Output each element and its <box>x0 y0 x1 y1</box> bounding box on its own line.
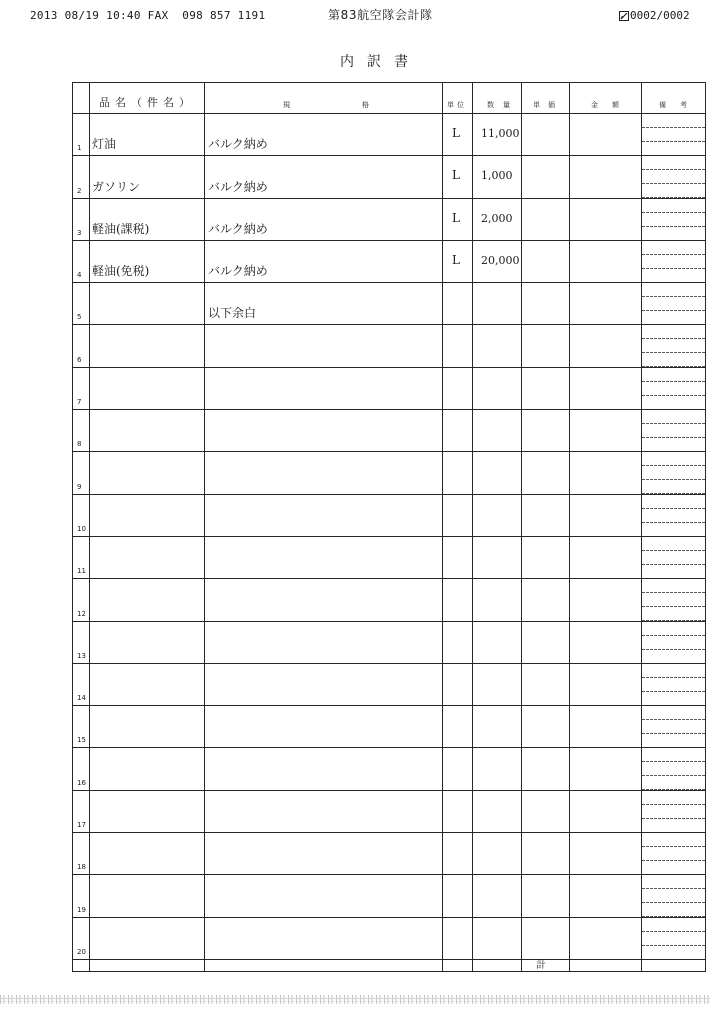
unit-cell <box>443 622 473 664</box>
table-row <box>73 368 706 410</box>
remarks-cell <box>642 833 706 875</box>
unit-price-cell <box>522 283 570 325</box>
spec-text: バルク納め <box>208 264 268 279</box>
unit-cell <box>443 368 473 410</box>
fax-sender-name: 第83航空隊会計隊 <box>328 8 433 22</box>
unit-cell <box>443 833 473 875</box>
quantity-cell <box>473 748 522 790</box>
row-number-text: 12 <box>77 609 86 618</box>
table-row <box>73 706 706 748</box>
table-row <box>73 325 706 367</box>
row-number <box>73 791 90 833</box>
item-name-cell <box>90 368 205 410</box>
quantity-cell <box>473 664 522 706</box>
header-quantity-label: 数量 <box>487 101 519 109</box>
remarks-cell <box>642 241 706 283</box>
quantity-cell <box>473 833 522 875</box>
spec-cell <box>205 410 443 452</box>
header-spec-label-2: 格 <box>362 101 369 109</box>
unit-cell <box>443 156 473 198</box>
spec-cell <box>205 495 443 537</box>
table-row <box>73 199 706 241</box>
unit-price-cell <box>522 241 570 283</box>
remarks-cell <box>642 875 706 917</box>
header-spec-label-1: 規 <box>283 101 290 109</box>
remarks-cell <box>642 748 706 790</box>
remarks-cell <box>642 283 706 325</box>
row-number <box>73 875 90 917</box>
quantity-cell <box>473 410 522 452</box>
row-number-text: 14 <box>77 694 86 703</box>
spec-cell <box>205 241 443 283</box>
item-name-cell <box>90 410 205 452</box>
row-number <box>73 156 90 198</box>
table-row <box>73 241 706 283</box>
spec-text: バルク納め <box>208 221 268 236</box>
unit-price-cell <box>522 875 570 917</box>
amount-cell <box>570 368 642 410</box>
unit-price-cell <box>522 368 570 410</box>
unit-text: L <box>452 210 460 225</box>
quantity-cell <box>473 706 522 748</box>
quantity-cell <box>473 241 522 283</box>
unit-cell <box>443 537 473 579</box>
item-name-cell <box>90 452 205 494</box>
amount-cell <box>570 833 642 875</box>
spec-cell <box>205 791 443 833</box>
spec-cell <box>205 199 443 241</box>
unit-price-cell <box>522 833 570 875</box>
table-row <box>73 283 706 325</box>
table-row <box>73 410 706 452</box>
amount-cell <box>570 452 642 494</box>
unit-price-cell <box>522 114 570 156</box>
row-number-text: 13 <box>77 651 86 660</box>
item-name-cell <box>90 537 205 579</box>
remarks-cell <box>642 156 706 198</box>
row-number-text: 1 <box>77 144 82 153</box>
item-name-text: ガソリン <box>92 179 141 194</box>
header-unit-label: 単位 <box>447 101 467 109</box>
row-number <box>73 241 90 283</box>
amount-cell <box>570 664 642 706</box>
row-number <box>73 283 90 325</box>
amount-cell <box>570 706 642 748</box>
table-row <box>73 579 706 621</box>
unit-cell <box>443 114 473 156</box>
unit-cell <box>443 495 473 537</box>
spec-cell <box>205 748 443 790</box>
quantity-cell <box>473 579 522 621</box>
quantity-text: 1,000 <box>481 169 513 183</box>
item-name-text: 軽油(免税) <box>92 264 150 279</box>
unit-cell <box>443 706 473 748</box>
row-number <box>73 918 90 960</box>
amount-cell <box>570 495 642 537</box>
spec-cell <box>205 918 443 960</box>
total-label: 計 <box>536 959 546 971</box>
item-name-cell <box>90 833 205 875</box>
quantity-cell <box>473 199 522 241</box>
table-total-row <box>73 960 706 972</box>
spec-cell <box>205 283 443 325</box>
total-quantity <box>473 960 522 972</box>
unit-price-cell <box>522 622 570 664</box>
quantity-cell <box>473 537 522 579</box>
table-row <box>73 833 706 875</box>
header-item-name-label: 品名（件名） <box>99 96 195 109</box>
quantity-cell <box>473 452 522 494</box>
unit-cell <box>443 241 473 283</box>
unit-cell <box>443 452 473 494</box>
item-name-cell <box>90 664 205 706</box>
remarks-cell <box>642 368 706 410</box>
row-number <box>73 706 90 748</box>
quantity-cell <box>473 368 522 410</box>
unit-cell <box>443 199 473 241</box>
quantity-text: 11,000 <box>481 127 520 140</box>
spec-text: バルク納め <box>208 179 268 194</box>
header-remarks-label: 備考 <box>659 101 701 109</box>
row-number-text: 3 <box>77 228 82 237</box>
remarks-cell <box>642 114 706 156</box>
row-number-text: 5 <box>77 313 82 322</box>
unit-cell <box>443 791 473 833</box>
unit-cell <box>443 748 473 790</box>
amount-cell <box>570 748 642 790</box>
remarks-cell <box>642 325 706 367</box>
remarks-cell <box>642 664 706 706</box>
fax-transmission-line: 2013 08/19 10:40 FAX 098 857 1191 <box>30 9 266 22</box>
item-name-cell <box>90 241 205 283</box>
item-name-cell <box>90 495 205 537</box>
item-name-cell <box>90 283 205 325</box>
remarks-cell <box>642 579 706 621</box>
row-number <box>73 664 90 706</box>
amount-cell <box>570 918 642 960</box>
row-number <box>73 748 90 790</box>
header-spec <box>205 83 443 114</box>
header-unit-price-label: 単価 <box>533 101 563 109</box>
row-number <box>73 199 90 241</box>
remarks-cell <box>642 537 706 579</box>
breakdown-table <box>72 82 706 972</box>
unit-cell <box>443 579 473 621</box>
item-name-cell <box>90 622 205 664</box>
unit-price-cell <box>522 706 570 748</box>
amount-cell <box>570 875 642 917</box>
spec-cell <box>205 325 443 367</box>
spec-text: 以下余白 <box>208 306 257 321</box>
unit-price-cell <box>522 199 570 241</box>
item-name-cell <box>90 875 205 917</box>
item-name-cell <box>90 114 205 156</box>
row-number-text: 17 <box>77 821 86 830</box>
row-number-text: 9 <box>77 482 82 491</box>
row-number <box>73 495 90 537</box>
item-name-cell <box>90 325 205 367</box>
amount-cell <box>570 199 642 241</box>
row-number-text: 4 <box>77 271 82 280</box>
item-name-text: 灯油 <box>92 137 117 152</box>
table-row <box>73 918 706 960</box>
table-row <box>73 791 706 833</box>
header-row-number <box>73 83 90 114</box>
row-number <box>73 579 90 621</box>
header-item-name <box>90 83 205 114</box>
row-number <box>73 325 90 367</box>
header-amount-label: 金額 <box>591 101 633 109</box>
fax-page-number: 0002/0002 <box>630 9 690 22</box>
remarks-cell <box>642 918 706 960</box>
remarks-cell <box>642 452 706 494</box>
row-number-text: 18 <box>77 863 86 872</box>
row-number <box>73 368 90 410</box>
total-remarks <box>642 960 706 972</box>
quantity-cell <box>473 622 522 664</box>
item-name-text: 軽油(課税) <box>92 221 150 236</box>
row-number-text: 6 <box>77 355 82 364</box>
table-row <box>73 875 706 917</box>
row-number-text: 19 <box>77 905 86 914</box>
header-remarks <box>642 83 706 114</box>
item-name-cell <box>90 791 205 833</box>
amount-cell <box>570 241 642 283</box>
amount-cell <box>570 156 642 198</box>
quantity-cell <box>473 495 522 537</box>
row-number <box>73 537 90 579</box>
table-row <box>73 748 706 790</box>
header-unit <box>443 83 473 114</box>
row-number-text: 11 <box>77 567 86 576</box>
spec-cell <box>205 579 443 621</box>
spec-cell <box>205 114 443 156</box>
item-name-cell <box>90 748 205 790</box>
fax-page-count <box>619 9 690 23</box>
unit-price-cell <box>522 410 570 452</box>
remarks-cell <box>642 706 706 748</box>
table-body <box>73 114 706 960</box>
unit-cell <box>443 410 473 452</box>
total-unit-price <box>522 960 570 972</box>
amount-cell <box>570 283 642 325</box>
amount-cell <box>570 537 642 579</box>
table-row <box>73 664 706 706</box>
unit-cell <box>443 325 473 367</box>
quantity-cell <box>473 791 522 833</box>
unit-price-cell <box>522 537 570 579</box>
item-name-cell <box>90 156 205 198</box>
remarks-cell <box>642 495 706 537</box>
table-row <box>73 537 706 579</box>
unit-price-cell <box>522 452 570 494</box>
unit-text: L <box>452 168 460 183</box>
header-quantity <box>473 83 522 114</box>
spec-cell <box>205 537 443 579</box>
total-item-name <box>90 960 205 972</box>
unit-price-cell <box>522 918 570 960</box>
row-number <box>73 410 90 452</box>
unit-text: L <box>452 252 460 267</box>
remarks-cell <box>642 410 706 452</box>
spec-cell <box>205 664 443 706</box>
spec-cell <box>205 156 443 198</box>
amount-cell <box>570 325 642 367</box>
row-number <box>73 452 90 494</box>
quantity-cell <box>473 114 522 156</box>
table-row <box>73 114 706 156</box>
unit-cell <box>443 918 473 960</box>
table-row <box>73 495 706 537</box>
row-number-text: 10 <box>77 524 86 533</box>
header-unit-price <box>522 83 570 114</box>
spec-cell <box>205 452 443 494</box>
spec-cell <box>205 368 443 410</box>
spec-text: バルク納め <box>208 137 268 152</box>
item-name-cell <box>90 579 205 621</box>
row-number-text: 7 <box>77 398 82 407</box>
spec-cell <box>205 833 443 875</box>
table-row <box>73 156 706 198</box>
remarks-cell <box>642 622 706 664</box>
total-unit <box>443 960 473 972</box>
spec-cell <box>205 875 443 917</box>
fax-page-icon <box>619 11 629 21</box>
table-header-row <box>73 83 706 114</box>
scan-noise-strip <box>0 995 710 1004</box>
quantity-text: 2,000 <box>481 211 513 225</box>
amount-cell <box>570 114 642 156</box>
row-number-text: 16 <box>77 778 86 787</box>
unit-cell <box>443 283 473 325</box>
spec-cell <box>205 622 443 664</box>
row-number <box>73 833 90 875</box>
document-title: 内訳書 <box>340 54 421 70</box>
row-number-text: 2 <box>77 186 82 195</box>
total-spec <box>205 960 443 972</box>
row-number-text: 20 <box>77 947 86 956</box>
quantity-cell <box>473 918 522 960</box>
spec-cell <box>205 706 443 748</box>
row-number <box>73 622 90 664</box>
row-number <box>73 114 90 156</box>
table-row <box>73 622 706 664</box>
amount-cell <box>570 579 642 621</box>
amount-cell <box>570 622 642 664</box>
unit-price-cell <box>522 748 570 790</box>
unit-price-cell <box>522 495 570 537</box>
unit-cell <box>443 875 473 917</box>
item-name-cell <box>90 706 205 748</box>
quantity-cell <box>473 325 522 367</box>
table-row <box>73 452 706 494</box>
remarks-cell <box>642 791 706 833</box>
unit-price-cell <box>522 325 570 367</box>
remarks-cell <box>642 199 706 241</box>
amount-cell <box>570 410 642 452</box>
unit-price-cell <box>522 664 570 706</box>
header-amount <box>570 83 642 114</box>
unit-price-cell <box>522 579 570 621</box>
quantity-text: 20,000 <box>481 253 520 267</box>
unit-text: L <box>452 126 460 140</box>
unit-price-cell <box>522 156 570 198</box>
amount-cell <box>570 791 642 833</box>
total-amount <box>570 960 642 972</box>
row-number-text: 15 <box>77 736 86 745</box>
unit-price-cell <box>522 791 570 833</box>
quantity-cell <box>473 283 522 325</box>
unit-cell <box>443 664 473 706</box>
total-row-number <box>73 960 90 972</box>
item-name-cell <box>90 918 205 960</box>
row-number-text: 8 <box>77 440 82 449</box>
quantity-cell <box>473 875 522 917</box>
quantity-cell <box>473 156 522 198</box>
item-name-cell <box>90 199 205 241</box>
